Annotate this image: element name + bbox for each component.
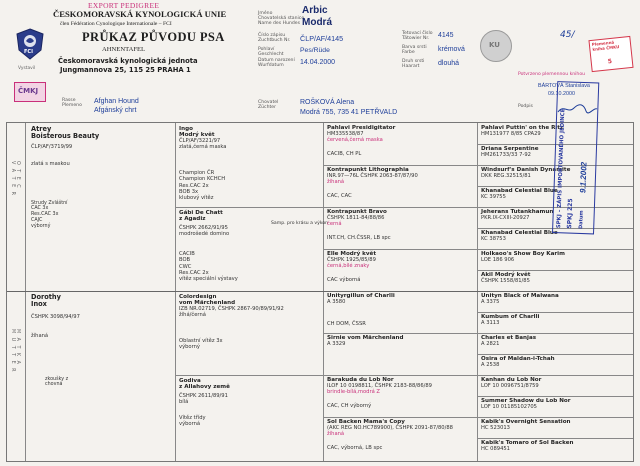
fci-emblem-icon: [16, 28, 44, 60]
ggp-cell: [327, 125, 395, 157]
gggp-name: Charles et Banjas: [481, 335, 537, 341]
gggp-reg: DKK REG.32515/81: [481, 173, 531, 180]
gggp-cell: [481, 230, 558, 242]
ggp-color: brindle-bílá,modrá Z: [327, 389, 380, 396]
import-stamp-line2: SPKJ 225: [566, 198, 575, 229]
ggp-name: Sirnie vom Märchenland: [327, 335, 404, 341]
grandparent-cell: [179, 126, 226, 201]
import-stamp-line1: SPKJ – ZÁPIS IMPORTOVANÉHO JEDINCE: [556, 108, 567, 229]
ggp-cell: [327, 251, 376, 283]
gggp-cell: [481, 251, 565, 263]
club-name: Českomoravská kynologická jednota: [58, 57, 198, 65]
gggp-name: Jeherans Tutankhamun: [481, 209, 554, 215]
grandparent-color: bílá: [179, 399, 189, 406]
grandparent-reg: ČSHPK 2611/89/91: [179, 393, 228, 400]
cmkj-logo-text: ČMKJ: [18, 87, 39, 95]
gggp-reg: ČSHPK 1558/81/85: [481, 278, 530, 285]
breed-label: Rasse Plemeno: [62, 98, 82, 109]
ggp-titles: CAC výborná: [327, 277, 361, 284]
gggp-cell: [481, 146, 539, 158]
ggp-cell: [327, 167, 418, 199]
coat-label: Druh srsti Haarart: [402, 59, 425, 70]
gggp-cell: [481, 440, 573, 452]
ggp-cell: [327, 335, 403, 347]
gggp-reg: A 3375: [481, 299, 500, 306]
gggp-reg: HM261733/33 7-92: [481, 152, 531, 159]
gggp-cell: [481, 272, 530, 284]
grandparent-name: Godiva z Allahovy země: [179, 378, 230, 391]
sire-titles: Strudy Zvláštní CAC 3x Res.CAC 3x CAJC výborný: [31, 200, 68, 229]
gggp-cell: [481, 209, 553, 221]
club-address: Jungmannova 25, 115 25 PRAHA 1: [60, 66, 191, 74]
owner-name: BÁRTOVÁ Stanislava: [538, 83, 590, 89]
ggp-reg: ČSHPK 1811-84/88/86: [327, 215, 385, 222]
grandparent-cell: [179, 378, 230, 428]
import-stamp-date-label: Datum: [578, 210, 585, 230]
ggp-name: Unityrgillun of Charlli: [327, 293, 395, 299]
gggp-reg: PKR.IX-CXIII-20927: [481, 215, 530, 222]
round-stamp: [480, 30, 512, 62]
gggp-name: Akil Modrý květ: [481, 272, 531, 278]
color-label: Barva srsti Farbe: [402, 45, 427, 56]
fci-logo-text: FCI: [24, 49, 33, 55]
row-divider: [323, 333, 633, 334]
gggp-reg: A 3113: [481, 320, 500, 327]
ggp-color: červená,černá maska: [327, 137, 383, 144]
ggp-titles: CAC, CAC: [327, 193, 352, 200]
ggp-color: černá,bílé znaky: [327, 263, 370, 270]
row-divider: [323, 249, 633, 250]
col-divider: [175, 123, 176, 461]
gggp-cell: [481, 356, 555, 368]
breed-en: Afghan Hound: [94, 98, 139, 105]
gggp-cell: [481, 125, 563, 137]
gggp-reg: HC 089451: [481, 446, 510, 453]
col-divider: [477, 123, 478, 461]
grandparent-titles: Oblastní vítěz 3x výborný: [179, 338, 223, 351]
ggp-cell: [327, 209, 391, 241]
gggp-cell: [481, 398, 571, 410]
ggp-titles: INT.CH, CH.ČSSR, LB spc: [327, 235, 391, 242]
ggp-reg: (AKC REG NO.HC789900), ČSHPK 2091-87/80/88: [327, 425, 453, 432]
ggp-reg: ČSHPK 1925/85/89: [327, 257, 376, 264]
grandparent-reg: ČLP/AF/3221/97: [179, 138, 221, 145]
sire-reg: ČLP/AF/3719/99: [31, 144, 73, 151]
gggp-name: Kabik's Overnight Sensation: [481, 419, 571, 425]
grandparent-name: Colordesign vom Märchenland: [179, 294, 236, 307]
reg-label: Číslo zápisu Zuchtbuch Nr.: [258, 33, 291, 44]
ggp-name: Kontrapunkt Bravo: [327, 209, 387, 215]
ggp-titles: CAC, CH výborný: [327, 403, 372, 410]
union-name: ČESKOMORAVSKÁ KYNOLOGICKÁ UNIE: [53, 9, 227, 19]
dog-kennel: Modrá: [302, 17, 332, 28]
coat-type: dlouhá: [438, 60, 460, 67]
ggp-name: Kontrapunkt Lithographia: [327, 167, 409, 173]
import-stamp: [552, 81, 599, 234]
breeder-label: Chovatel Züchter: [258, 100, 279, 111]
ggp-reg: ILOF 10 0198811, ČSHPK 2183-88/86/89: [327, 383, 432, 390]
performance-note: Samp. pro krásu a výkon: [271, 221, 329, 226]
grandparent-color: žíhá/černá: [179, 312, 206, 319]
ggp-reg: A 3580: [327, 299, 346, 306]
grandparent-reg: IZB NR.02719, ČSHPK 2867-90/89/91/92: [179, 306, 284, 313]
row-divider: [477, 354, 633, 355]
issued-by-label: Vystavil: [18, 66, 36, 71]
ggp-titles: CH DOM, ČSSR: [327, 321, 366, 328]
gggp-reg: HM131977 8/85 CPA29: [481, 131, 541, 138]
gggp-cell: [481, 377, 541, 389]
col-divider: [25, 123, 26, 461]
sign-label: Podpis: [518, 104, 533, 109]
grandparent-titles: Vítěz třídy výborná: [179, 415, 206, 428]
dog-sex: Pes/Rüde: [300, 47, 330, 54]
corner-stamp: [588, 36, 633, 72]
sire-name: Atrey Boisterous Beauty: [31, 125, 100, 141]
dob-label: Datum narození Wurfdatum: [258, 58, 295, 69]
gggp-reg: A 2538: [481, 362, 500, 369]
confirm-label: Potvrzeno plemennou knihou: [518, 72, 586, 77]
gggp-name: Osira of Maldan-i-Tchah: [481, 356, 555, 362]
fci-logo: [16, 28, 44, 60]
row-divider: [477, 438, 633, 439]
row-divider: [477, 312, 633, 313]
coat-color: krémová: [438, 46, 465, 53]
sex-label: Pohlaví Geschlecht: [258, 47, 284, 58]
fci-member-line: člen Fédération Cynologique Internationale – FCI: [60, 21, 172, 27]
gggp-reg: LOE 186 906: [481, 257, 515, 264]
gggp-name: Kabik's Tomaro of Sol Backen: [481, 440, 574, 446]
gggp-name: Khanabad Celestial Blue: [481, 230, 558, 236]
col-divider: [323, 123, 324, 461]
gggp-name: Unityn Black of Malwana: [481, 293, 559, 299]
ggp-reg: A 3329: [327, 341, 346, 348]
gggp-name: Kanhan du Lob Nor: [481, 377, 542, 383]
row-divider: [7, 291, 633, 292]
grandparent-name: Ingo Modrý květ: [179, 126, 215, 139]
ggp-cell: [327, 419, 453, 451]
certificate-subtitle: AHNENTAFEL: [102, 46, 146, 53]
gggp-reg: KC 38753: [481, 236, 506, 243]
dam-reg: ČSHPK 3098/94/97: [31, 314, 80, 321]
dam-name: Dorothy Inox: [31, 293, 61, 309]
dog-reg-number: ČLP/AF/4145: [300, 34, 344, 43]
round-stamp-text: KU: [489, 41, 500, 49]
tattoo-number: 4145: [438, 32, 454, 39]
gggp-name: Khanabad Celestial Blue: [481, 188, 558, 194]
dam-cell: [31, 294, 80, 388]
dog-name: Arbic: [302, 5, 328, 16]
ggp-color: žíhaná: [327, 431, 345, 438]
dog-dob: 14.04.2000: [300, 59, 336, 66]
gggp-cell: [481, 188, 558, 200]
grandparent-reg: ČSHPK 2662/91/95: [179, 225, 228, 232]
grandparent-titles: CACIB BOB CWC Res.CAC 2x vítěz speciální výstavy: [179, 251, 238, 282]
gggp-reg: A 2821: [481, 341, 500, 348]
mother-side-label: M A T K A M U T T E R: [10, 329, 20, 373]
gggp-name: Kumbum of Charlli: [481, 314, 540, 320]
ggp-color: žíhaná: [327, 179, 345, 186]
ggp-cell: [327, 377, 432, 409]
father-side-label: O T E C V A T E R: [10, 161, 20, 197]
ggp-reg: HM335538/87: [327, 131, 364, 138]
gggp-cell: [481, 314, 539, 326]
breeder-name: ROŠKOVÁ Alena: [300, 99, 355, 106]
ggp-cell: [327, 293, 395, 327]
grandparent-cell: [179, 294, 284, 351]
tattoo-label: Tetovací číslo Tätowier Nr.: [402, 31, 433, 42]
grandparent-titles: Champion ČR Champion KCHCH Res.CAC 2x BOB 3x klubový vítěz: [179, 170, 226, 201]
row-divider: [477, 396, 633, 397]
sire-color: zlatá s maskou: [31, 160, 70, 167]
ggp-name: Elle Modrý květ: [327, 251, 376, 257]
gggp-reg: HC 523013: [481, 425, 510, 432]
breed-cz: Afgánský chrt: [94, 107, 137, 114]
ggp-color: černá: [327, 221, 342, 228]
gggp-name: Windsurf's Danish Dynamite: [481, 167, 571, 173]
gggp-reg: LOF 10 0096751/8759: [481, 383, 539, 390]
ggp-reg: INR.97—76L ČSHPK 2063-87/87/90: [327, 173, 418, 180]
gggp-name: Pahlavi Puttin' on the Ritz: [481, 125, 564, 131]
gggp-name: Driana Serpentine: [481, 146, 539, 152]
gggp-name: Summer Shadow du Lob Nor: [481, 398, 571, 404]
ggp-name: Pahlavi Presidigitator: [327, 125, 396, 131]
grandparent-color: modrošedé domino: [179, 231, 230, 238]
grandparent-color: zlatá,černá maska: [179, 144, 227, 151]
ggp-titles: CACIB, CH PL: [327, 151, 362, 158]
gggp-reg: LOF 10 01185102705: [481, 404, 537, 411]
dam-titles: zkoušky z chovná: [45, 376, 69, 388]
ggp-titles: CAC, výborná, LB spc: [327, 445, 383, 452]
owner-date: 09.10.2000: [548, 91, 575, 97]
export-label: EXPORT PEDIGREE: [88, 1, 160, 10]
ggp-name: Sol Backen Mama's Copy: [327, 419, 405, 425]
ggp-name: Barakuda du Lob Nor: [327, 377, 394, 383]
name-label: Jméno Chovatelská stanice Name des Hundes: [258, 11, 305, 27]
dam-color: žíhaná: [31, 332, 49, 339]
row-divider: [477, 270, 633, 271]
row-divider: [175, 375, 633, 376]
grandparent-cell: [179, 210, 238, 282]
grandparent-name: Gábi De Chatt z Agadiz: [179, 210, 223, 223]
row-divider: [323, 417, 633, 418]
gggp-name: Holkaoo's Show Boy Karim: [481, 251, 565, 257]
corner-stamp-number: 5: [607, 57, 613, 66]
hand-mark: 45/: [560, 30, 575, 40]
corner-stamp-text: Plemenná kniha ČMKU: [591, 39, 620, 52]
gggp-cell: [481, 335, 536, 347]
import-stamp-date: 9.1.2002: [578, 161, 589, 194]
certificate-title: PRŮKAZ PŮVODU PSA: [82, 30, 225, 44]
gggp-reg: KC 39755: [481, 194, 506, 201]
breeder-address: Modrá 755, 735 41 PETŘVALD: [300, 109, 398, 116]
gggp-cell: [481, 293, 559, 305]
gggp-cell: [481, 419, 571, 431]
sire-cell: [31, 126, 99, 230]
cmkj-logo: [14, 82, 46, 102]
